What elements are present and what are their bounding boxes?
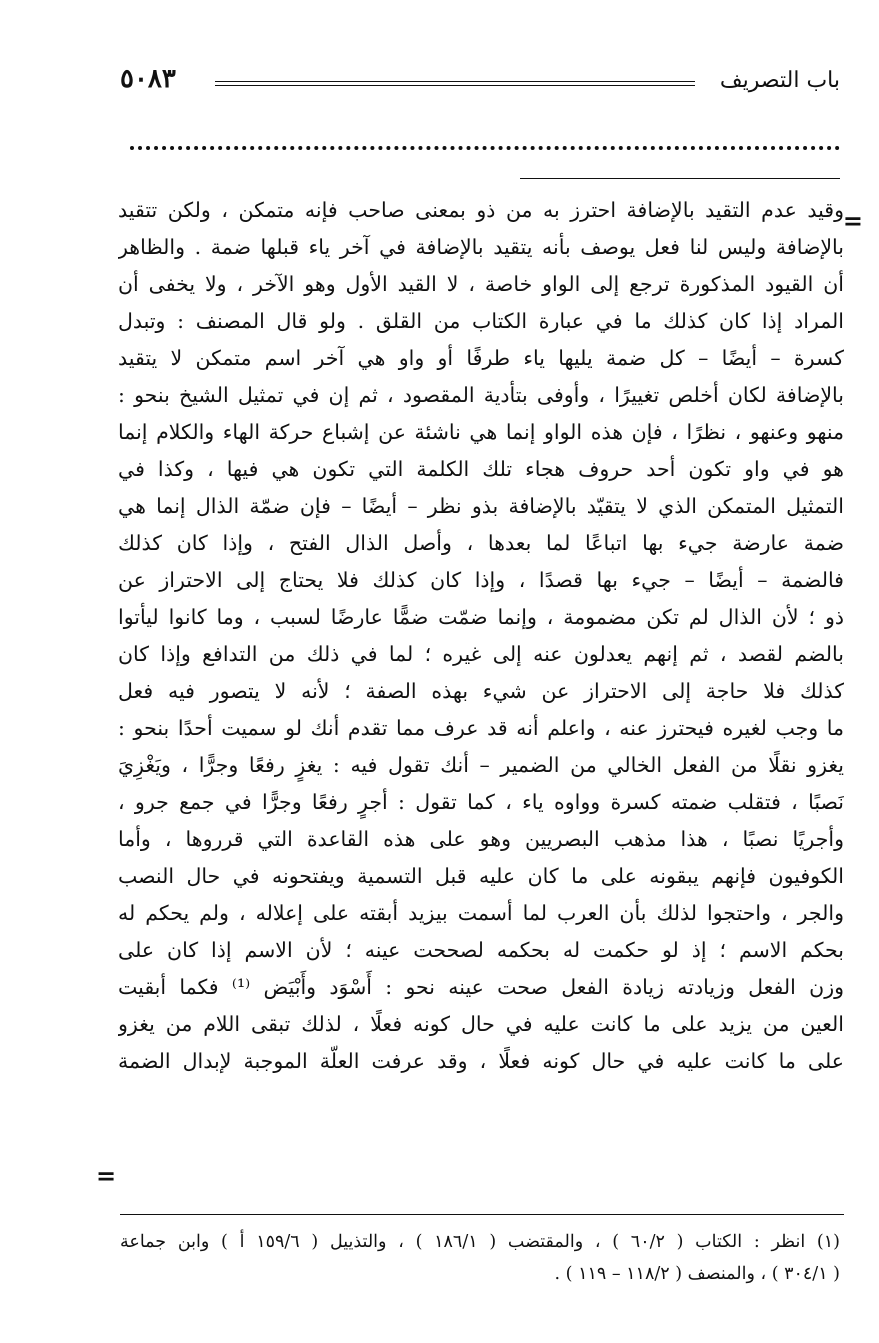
text-line: كذلك فلا حاجة إلى الاحتراز عن شيء بهذه الصفة ؛ لأنه لا يتصور فيه فعل bbox=[118, 679, 844, 703]
page-number: ٥٠٨٣ bbox=[120, 64, 176, 94]
text-line: منهو وعنهو ، نظرًا ، فإن هذه الواو إنما هي ناشئة عن إشباع حركة الهاء والكلام إنما bbox=[118, 420, 844, 444]
text-line: أن القيود المذكورة ترجع إلى الواو خاصة ، لا القيد الأول وهو الآخر ، ولا يخفى أن bbox=[118, 272, 844, 296]
text-line: بالإضافة لكان أخلص تغييرًا ، وأوفى بتأدية المقصود ، ثم إن في تمثيل الشيخ بنحو : bbox=[118, 383, 844, 407]
text-line: بالضم لقصد ، ثم إنهم يعدلون عنه إلى غيره ؛ لما في ذلك من التدافع وإذا كان bbox=[118, 642, 844, 666]
header-double-rule bbox=[215, 81, 695, 86]
text-line: وزن الفعل وزيادته زيادة الفعل صحت عينه نحو : أَسْوَد وأَبْيَض ⁽¹⁾ فكما أبقيت bbox=[118, 975, 844, 999]
section-rule bbox=[520, 178, 840, 179]
text-line: الكوفيون فإنهم يبقونه على ما كان عليه قبل التسمية ويفتحونه في حال النصب bbox=[118, 864, 844, 888]
text-line: ما وجب لغيره فيحترز عنه ، واعلم أنه قد عرف مما تقدم أنك لو سميت أحدًا بنحو : bbox=[118, 716, 844, 740]
text-line: ضمة عارضة جيء بها اتباعًا لما بعدها ، وأصل الذال الفتح ، وإذا كان كذلك bbox=[118, 531, 844, 555]
continuation-mark-end: = bbox=[96, 1161, 117, 1190]
text-line: المراد إذا كان كذلك ما في عبارة الكتاب من القلق . ولو قال المصنف : وتبدل bbox=[118, 309, 844, 333]
footnote-commentary-text bbox=[118, 192, 844, 1080]
footnote-line: ( ٣٠٤/١ ) ، والمنصف ( ١١٨/٢ – ١١٩ ) . bbox=[554, 1264, 840, 1284]
text-line: التمثيل المتمكن الذي لا يتقيّد بالإضافة بذو نظر – أيضًا – فإن ضمّة الذال إنما هي bbox=[118, 494, 844, 518]
dotted-separator bbox=[130, 146, 840, 158]
text-line: بالإضافة وليس لنا فعل يوصف بأنه يتقيد بالإضافة في آخر ياء قبلها ضمة . والظاهر bbox=[118, 235, 844, 259]
footnote-line: (١) انظر : الكتاب ( ٦٠/٢ ) ، والمقتضب ( ١٨٦/١ ) ، والتذييل ( ١٥٩/٦ أ ) وابن جماعة bbox=[120, 1232, 840, 1252]
text-line: وأجريًا نصبًا ، هذا مذهب البصريين وهو على هذه القاعدة التي قرروها ، وأما bbox=[118, 827, 844, 851]
text-line: على ما كانت عليه في حال كونه فعلًا ، وقد عرفت العلّة الموجبة لإبدال الضمة bbox=[118, 1049, 844, 1073]
text-line: العين من يزيد على ما كانت عليه في حال كونه فعلًا ، لذلك تبقى اللام من يغزو bbox=[118, 1012, 844, 1036]
text-line: والجر ، واحتجوا لذلك بأن العرب لما أسمت بيزيد أبقته على إعلاله ، ولم يحكم له bbox=[118, 901, 844, 925]
text-line: فالضمة – أيضًا – جيء بها قصدًا ، وإذا كان كذلك فلا يحتاج إلى الاحتراز عن bbox=[118, 568, 844, 592]
page-header bbox=[120, 62, 840, 102]
continuation-mark-start: = bbox=[842, 206, 863, 235]
text-line: نَصبًا ، فتقلب ضمته كسرة وواوه ياء ، كما تقول : أجرٍ رفعًا وجرًّا في جمع جرو ، bbox=[118, 790, 844, 814]
chapter-title: باب التصريف bbox=[719, 68, 840, 93]
footnotes-block bbox=[120, 1226, 840, 1290]
text-line: يغزو نقلًا من الفعل الخالي من الضمير – أنك تقول فيه : يغزٍ رفعًا وجرًّا ، ويَغْزِيَ bbox=[118, 753, 844, 777]
text-line: وقيد عدم التقيد بالإضافة احترز به من ذو بمعنى صاحب فإنه متمكن ، ولكن تتقيد bbox=[118, 198, 844, 222]
text-line: بحكم الاسم ؛ إذ لو حكمت له بحكمه لصححت عينه ؛ لأن الاسم إذا كان على bbox=[118, 938, 844, 962]
text-line: ذو ؛ لأن الذال لم تكن مضمومة ، وإنما ضمّت ضمًّا عارضًا لسبب ، وما كانوا ليأتوا bbox=[118, 605, 844, 629]
text-line: كسرة – أيضًا – كل ضمة يليها ياء طرفًا أو واو هي آخر اسم متمكن لا يتقيد bbox=[118, 346, 844, 370]
footnote-separator bbox=[120, 1214, 844, 1215]
text-line: هو في واو تكون أحد حروف هجاء تلك الكلمة التي تكون هي فيها ، وكذا في bbox=[118, 457, 844, 481]
